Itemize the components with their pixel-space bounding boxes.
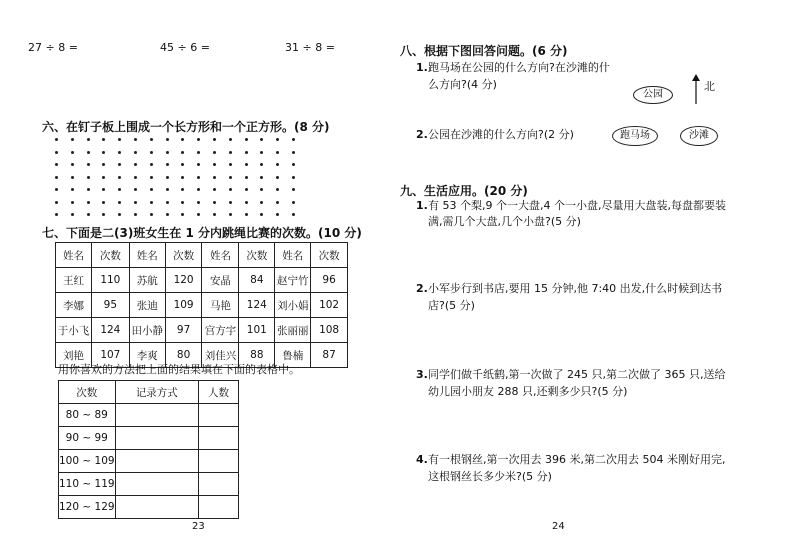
count-input-cell[interactable] [199, 450, 239, 473]
peg-dot[interactable] [118, 213, 121, 216]
peg-dot[interactable] [166, 138, 169, 141]
division-problem-3: 31 ÷ 8 = [285, 41, 335, 54]
peg-dot[interactable] [87, 188, 90, 191]
peg-dot[interactable] [55, 213, 58, 216]
north-label: 北 [704, 80, 715, 93]
peg-dot[interactable] [55, 201, 58, 204]
question-text: 有一根钢丝,第一次用去 396 米,第二次用去 504 米刚好用完, [428, 453, 726, 466]
question-number: 2. [416, 128, 428, 141]
peg-dot[interactable] [292, 176, 295, 179]
peg-dot[interactable] [71, 138, 74, 141]
peg-dot[interactable] [55, 151, 58, 154]
table-cell: 张迪 [129, 293, 165, 318]
peg-dot[interactable] [181, 151, 184, 154]
peg-dot[interactable] [213, 138, 216, 141]
peg-dot[interactable] [260, 201, 263, 204]
question-text: 小军步行到书店,要用 15 分钟,他 7:40 出发,什么时候到达书 [428, 282, 723, 295]
peg-dot[interactable] [71, 176, 74, 179]
table-header-row [56, 243, 348, 268]
table-header-row [59, 381, 239, 404]
peg-dot[interactable] [87, 163, 90, 166]
table-cell: 96 [311, 268, 348, 293]
peg-dot[interactable] [166, 201, 169, 204]
peg-dot[interactable] [118, 188, 121, 191]
table-cell: 鲁楠 [275, 343, 311, 368]
table-cell: 王红 [56, 268, 92, 293]
page-number-left: 23 [192, 521, 205, 532]
question-text: 跑马场在公园的什么方向?在沙滩的什 [428, 61, 610, 74]
peg-dot[interactable] [102, 213, 105, 216]
question-text: 幼儿园小朋友 288 只,还剩多少只?(5 分) [428, 385, 628, 398]
peg-dot[interactable] [55, 176, 58, 179]
tally-input-cell[interactable] [115, 427, 199, 450]
table-cell: 安晶 [202, 268, 239, 293]
peg-dot[interactable] [87, 176, 90, 179]
table-cell: 95 [91, 293, 129, 318]
table-cell: 88 [239, 343, 275, 368]
peg-dot[interactable] [292, 201, 295, 204]
table-row [56, 293, 348, 318]
peg-dot[interactable] [71, 201, 74, 204]
table-cell: 124 [239, 293, 275, 318]
table-cell: 101 [239, 318, 275, 343]
peg-dot[interactable] [260, 163, 263, 166]
tally-input-cell[interactable] [115, 404, 199, 427]
peg-dot[interactable] [87, 213, 90, 216]
question-text: 同学们做千纸鹤,第一次做了 245 只,第二次做了 365 只,送给 [428, 368, 726, 381]
question-text: 满,需几个大盘,几个小盘?(5 分) [428, 215, 581, 228]
table-row [56, 268, 348, 293]
column-header: 次数 [239, 243, 275, 268]
table-cell: 107 [91, 343, 129, 368]
peg-dot[interactable] [118, 201, 121, 204]
table-cell: 110 [91, 268, 129, 293]
peg-dot[interactable] [229, 163, 232, 166]
section9-title: 九、生活应用。(20 分) [400, 184, 528, 198]
peg-dot[interactable] [245, 138, 248, 141]
peg-dot[interactable] [276, 151, 279, 154]
tally-input-cell[interactable] [115, 450, 199, 473]
peg-dot[interactable] [213, 151, 216, 154]
peg-dot[interactable] [134, 163, 137, 166]
peg-dot[interactable] [134, 201, 137, 204]
peg-dot[interactable] [276, 138, 279, 141]
peg-dot[interactable] [197, 213, 200, 216]
peg-dot[interactable] [197, 151, 200, 154]
column-header: 姓名 [202, 243, 239, 268]
column-header: 次数 [59, 381, 116, 404]
question-text: 么方向?(4 分) [428, 78, 497, 91]
peg-dot[interactable] [166, 163, 169, 166]
table-row [59, 473, 239, 496]
peg-dot[interactable] [213, 176, 216, 179]
peg-dot[interactable] [197, 176, 200, 179]
table-row [59, 404, 239, 427]
range-cell: 100 ~ 109 [59, 450, 116, 473]
peg-dot[interactable] [229, 201, 232, 204]
peg-dot[interactable] [71, 163, 74, 166]
range-cell: 80 ~ 89 [59, 404, 116, 427]
peg-dot[interactable] [134, 213, 137, 216]
question-text: 公园在沙滩的什么方向?(2 分) [428, 128, 574, 141]
count-input-cell[interactable] [199, 404, 239, 427]
peg-dot[interactable] [276, 213, 279, 216]
peg-dot[interactable] [292, 163, 295, 166]
peg-dot[interactable] [166, 213, 169, 216]
peg-dot[interactable] [118, 138, 121, 141]
peg-dot[interactable] [197, 201, 200, 204]
peg-dot[interactable] [245, 176, 248, 179]
table-cell: 刘艳 [56, 343, 92, 368]
column-header: 人数 [199, 381, 239, 404]
question-number: 4. [416, 453, 428, 466]
count-input-cell[interactable] [199, 427, 239, 450]
peg-dot[interactable] [245, 188, 248, 191]
table-instruction: 用你喜欢的方法把上面的结果填在下面的表格中。 [58, 363, 300, 376]
peg-dot[interactable] [213, 213, 216, 216]
peg-dot[interactable] [181, 188, 184, 191]
question-text: 店?(5 分) [428, 299, 475, 312]
peg-dot[interactable] [292, 213, 295, 216]
map-beach: 沙滩 [680, 126, 718, 146]
table-cell: 李爽 [129, 343, 165, 368]
peg-dot[interactable] [87, 151, 90, 154]
table-row [59, 427, 239, 450]
peg-dot[interactable] [166, 176, 169, 179]
peg-dot[interactable] [181, 213, 184, 216]
tally-table [58, 380, 239, 519]
question-number: 3. [416, 368, 428, 381]
peg-dot[interactable] [55, 138, 58, 141]
peg-dot[interactable] [245, 163, 248, 166]
peg-dot[interactable] [276, 163, 279, 166]
tally-input-cell[interactable] [115, 496, 199, 519]
section6-title: 六、在钉子板上围成一个长方形和一个正方形。(8 分) [42, 120, 330, 134]
table-cell: 108 [311, 318, 348, 343]
peg-dot[interactable] [118, 176, 121, 179]
peg-dot[interactable] [260, 188, 263, 191]
column-header: 次数 [91, 243, 129, 268]
peg-dot[interactable] [87, 138, 90, 141]
peg-dot[interactable] [229, 138, 232, 141]
peg-dot[interactable] [150, 201, 153, 204]
peg-dot[interactable] [150, 163, 153, 166]
table-cell: 84 [239, 268, 275, 293]
table-cell: 刘佳兴 [202, 343, 239, 368]
question-number: 2. [416, 282, 428, 295]
peg-dot[interactable] [166, 188, 169, 191]
peg-dot[interactable] [292, 151, 295, 154]
question-text: 有 53 个梨,9 个一大盘,4 个一小盘,尽量用大盘装,每盘都要装 [428, 199, 726, 212]
peg-dot[interactable] [229, 188, 232, 191]
peg-dot[interactable] [260, 138, 263, 141]
peg-dot[interactable] [229, 176, 232, 179]
table-cell: 102 [311, 293, 348, 318]
peg-dot[interactable] [197, 138, 200, 141]
column-header: 姓名 [56, 243, 92, 268]
question-number: 1. [416, 61, 428, 74]
peg-dot[interactable] [150, 213, 153, 216]
peg-dot[interactable] [118, 151, 121, 154]
peg-dot[interactable] [134, 151, 137, 154]
peg-dot[interactable] [245, 201, 248, 204]
peg-dot[interactable] [276, 188, 279, 191]
peg-dot[interactable] [276, 176, 279, 179]
peg-dot[interactable] [102, 151, 105, 154]
table-cell: 109 [165, 293, 202, 318]
peg-dot[interactable] [276, 201, 279, 204]
peg-dot[interactable] [260, 151, 263, 154]
table-cell: 宫方宇 [202, 318, 239, 343]
peg-dot[interactable] [213, 188, 216, 191]
column-header: 记录方式 [115, 381, 199, 404]
peg-dot[interactable] [87, 201, 90, 204]
table-cell: 刘小娟 [275, 293, 311, 318]
peg-dot[interactable] [102, 188, 105, 191]
table-row [59, 450, 239, 473]
peg-dot[interactable] [55, 163, 58, 166]
range-cell: 90 ~ 99 [59, 427, 116, 450]
peg-dot[interactable] [197, 188, 200, 191]
division-problem-1: 27 ÷ 8 = [28, 41, 78, 54]
peg-dot[interactable] [229, 213, 232, 216]
peg-dot[interactable] [245, 213, 248, 216]
peg-dot[interactable] [181, 138, 184, 141]
table-cell: 87 [311, 343, 348, 368]
section7-title: 七、下面是二(3)班女生在 1 分内跳绳比赛的次数。(10 分) [42, 226, 362, 240]
table-cell: 80 [165, 343, 202, 368]
division-problem-2: 45 ÷ 6 = [160, 41, 210, 54]
table-cell: 马艳 [202, 293, 239, 318]
peg-dot[interactable] [245, 151, 248, 154]
peg-dot[interactable] [71, 213, 74, 216]
table-cell: 李娜 [56, 293, 92, 318]
column-header: 次数 [311, 243, 348, 268]
table-row [56, 318, 348, 343]
peg-dot[interactable] [260, 213, 263, 216]
range-cell: 120 ~ 129 [59, 496, 116, 519]
peg-dot[interactable] [71, 151, 74, 154]
peg-dot[interactable] [102, 201, 105, 204]
column-header: 姓名 [129, 243, 165, 268]
peg-dot[interactable] [102, 138, 105, 141]
table-cell: 张丽丽 [275, 318, 311, 343]
peg-dot[interactable] [181, 176, 184, 179]
count-input-cell[interactable] [199, 496, 239, 519]
peg-dot[interactable] [150, 138, 153, 141]
peg-dot[interactable] [71, 188, 74, 191]
peg-dot[interactable] [213, 163, 216, 166]
north-arrow-icon [690, 74, 702, 104]
peg-dot[interactable] [134, 188, 137, 191]
peg-dot[interactable] [102, 163, 105, 166]
peg-dot[interactable] [150, 188, 153, 191]
question-text: 这根钢丝长多少米?(5 分) [428, 470, 552, 483]
peg-dot[interactable] [150, 151, 153, 154]
peg-dot[interactable] [134, 138, 137, 141]
column-header: 姓名 [275, 243, 311, 268]
table-cell: 苏航 [129, 268, 165, 293]
peg-dot[interactable] [229, 151, 232, 154]
table-cell: 120 [165, 268, 202, 293]
peg-dot[interactable] [213, 201, 216, 204]
peg-dot[interactable] [150, 176, 153, 179]
tally-input-cell[interactable] [115, 473, 199, 496]
table-cell: 赵宁竹 [275, 268, 311, 293]
table-cell: 124 [91, 318, 129, 343]
page-number-right: 24 [552, 521, 565, 532]
table-row [59, 496, 239, 519]
peg-dot[interactable] [166, 151, 169, 154]
section8-title: 八、根据下图回答问题。(6 分) [400, 44, 568, 58]
peg-dot[interactable] [118, 163, 121, 166]
table-cell: 于小飞 [56, 318, 92, 343]
peg-dot[interactable] [181, 201, 184, 204]
table-cell: 田小静 [129, 318, 165, 343]
peg-dot[interactable] [55, 188, 58, 191]
map-racecourse: 跑马场 [612, 126, 658, 146]
table-cell: 97 [165, 318, 202, 343]
peg-dot[interactable] [134, 176, 137, 179]
range-cell: 110 ~ 119 [59, 473, 116, 496]
column-header: 次数 [165, 243, 202, 268]
peg-dot[interactable] [260, 176, 263, 179]
jump-rope-table [55, 242, 348, 368]
peg-dot[interactable] [292, 188, 295, 191]
peg-dot[interactable] [102, 176, 105, 179]
question-number: 1. [416, 199, 428, 212]
peg-dot[interactable] [292, 138, 295, 141]
count-input-cell[interactable] [199, 473, 239, 496]
peg-dot[interactable] [197, 163, 200, 166]
peg-dot[interactable] [181, 163, 184, 166]
map-park: 公园 [633, 86, 673, 104]
